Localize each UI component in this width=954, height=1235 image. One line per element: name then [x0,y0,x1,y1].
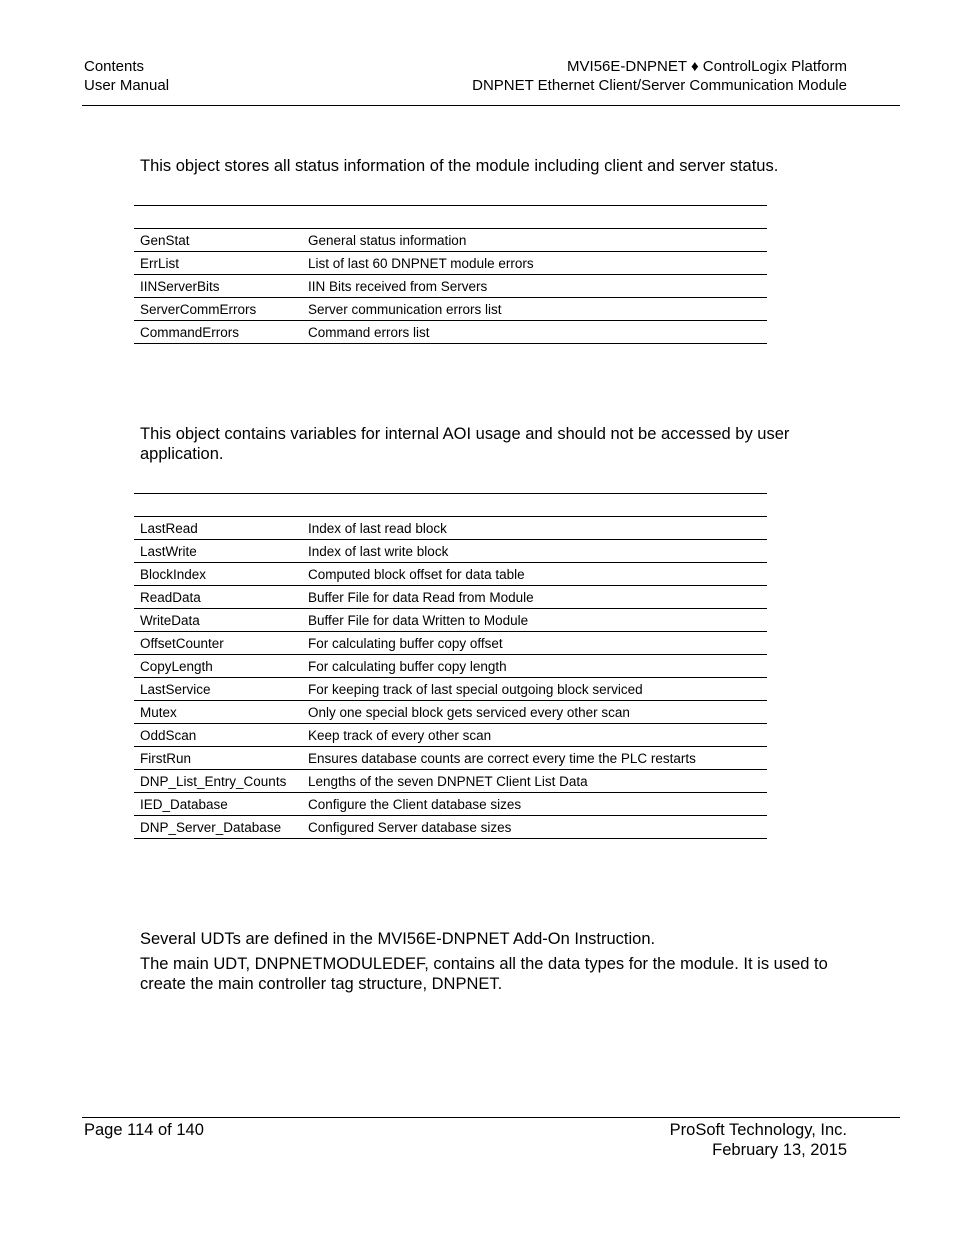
table-row [134,609,767,632]
util-object-table [134,493,767,839]
page-header-left [84,57,169,95]
member-name: IED_Database [134,793,302,816]
member-name: ReadData [134,586,302,609]
member-name: OffsetCounter [134,632,302,655]
footer-company: ProSoft Technology, Inc. [669,1121,847,1139]
member-description: IIN Bits received from Servers [302,275,767,298]
header-rule [82,105,900,106]
table-header-row [134,206,767,229]
header-doc-type: User Manual [84,77,170,94]
member-name: IINServerBits [134,275,302,298]
table-row [134,563,767,586]
table-row [134,586,767,609]
member-description: Configured Server database sizes [302,816,767,839]
member-name: WriteData [134,609,302,632]
member-description: Index of last read block [302,517,767,540]
member-description: Ensures database counts are correct every time the PLC restarts [302,747,767,770]
table-header-row [134,494,767,517]
member-description: List of last 60 DNPNET module errors [302,252,767,275]
member-description: Only one special block gets serviced every other scan [302,701,767,724]
member-description: Server communication errors list [302,298,767,321]
header-product: MVI56E-DNPNET ♦ ControlLogix Platform [567,58,847,75]
table-row [134,770,767,793]
table-row [134,321,767,344]
table-row [134,747,767,770]
footer-rule [82,1117,900,1118]
table-row [134,252,767,275]
member-name: FirstRun [134,747,302,770]
footer-date: February 13, 2015 [712,1141,847,1159]
member-name: DNP_Server_Database [134,816,302,839]
member-name: LastRead [134,517,302,540]
table-row [134,793,767,816]
member-name: OddScan [134,724,302,747]
member-description: Computed block offset for data table [302,563,767,586]
table-row [134,724,767,747]
member-description: Buffer File for data Read from Module [302,586,767,609]
member-description: Buffer File for data Written to Module [302,609,767,632]
udt-intro-paragraph: Several UDTs are defined in the MVI56E-DNPNET Add-On Instruction. [140,930,656,948]
table-row [134,275,767,298]
member-description: For calculating buffer copy offset [302,632,767,655]
member-description: For keeping track of last special outgoing block serviced [302,678,767,701]
table-row [134,655,767,678]
table-row [134,540,767,563]
member-description: Keep track of every other scan [302,724,767,747]
member-name: ErrList [134,252,302,275]
udt-main-paragraph: The main UDT, DNPNETMODULEDEF, contains all the data types for the module. It is used to create the main controller tag structure, DNPNET. [140,955,828,993]
table-row [134,298,767,321]
status-object-table [134,205,767,344]
table-row [134,632,767,655]
member-description: For calculating buffer copy length [302,655,767,678]
header-module: DNPNET Ethernet Client/Server Communication Module [472,77,847,94]
member-description: General status information [302,229,767,252]
member-description: Command errors list [302,321,767,344]
member-name: LastService [134,678,302,701]
member-name: CopyLength [134,655,302,678]
member-name: DNP_List_Entry_Counts [134,770,302,793]
page-number: Page 114 of 140 [84,1121,204,1139]
member-name: BlockIndex [134,563,302,586]
member-description: Configure the Client database sizes [302,793,767,816]
util-object-intro: This object contains variables for internal AOI usage and should not be accessed by user application. [140,425,790,463]
member-name: Mutex [134,701,302,724]
member-name: CommandErrors [134,321,302,344]
member-description: Lengths of the seven DNPNET Client List Data [302,770,767,793]
page-header-right [472,57,847,95]
member-name: ServerCommErrors [134,298,302,321]
table-row [134,816,767,839]
table-row [134,701,767,724]
header-section-name: Contents [84,58,145,75]
table-row [134,229,767,252]
member-description: Index of last write block [302,540,767,563]
page-footer-right [670,1120,847,1160]
table-row [134,517,767,540]
table-row [134,678,767,701]
member-name: GenStat [134,229,302,252]
status-object-intro: This object stores all status information of the module including client and server status. [140,157,779,175]
member-name: LastWrite [134,540,302,563]
